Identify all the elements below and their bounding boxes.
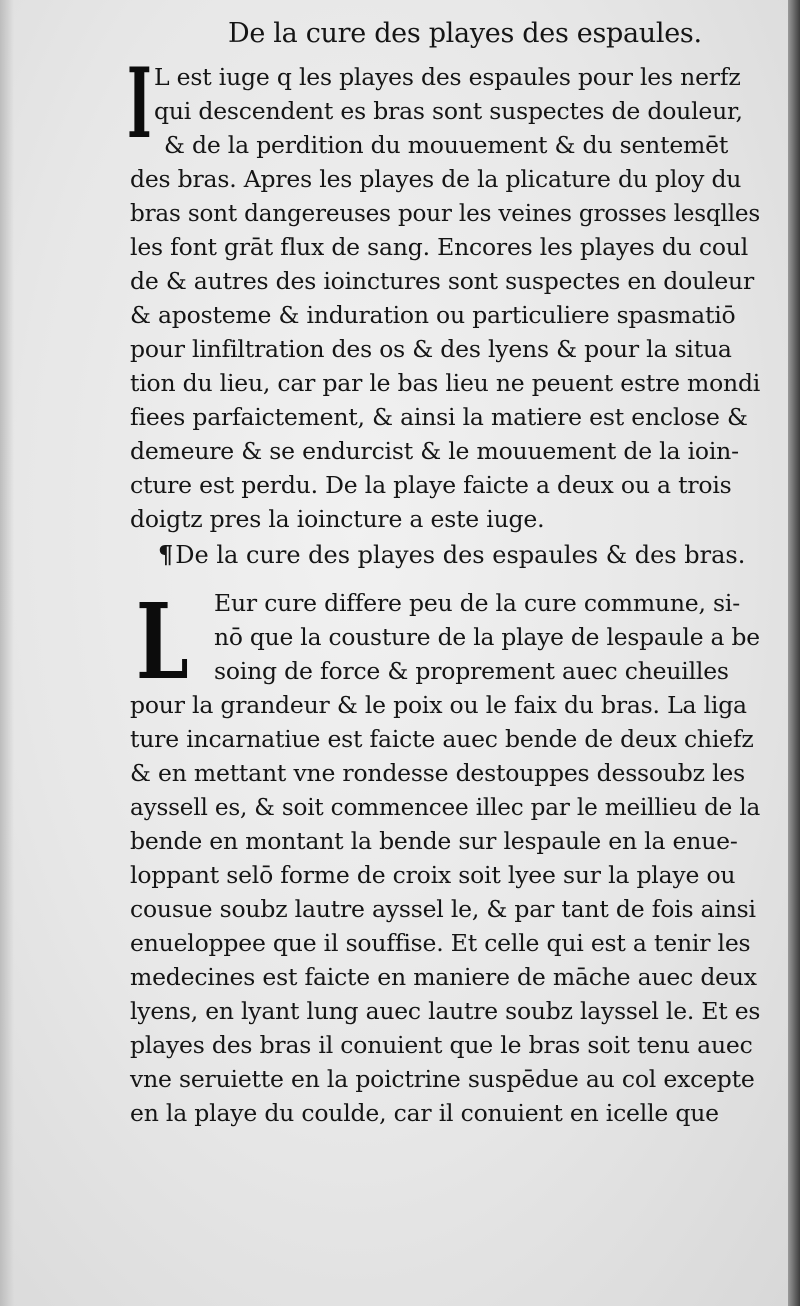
section-1-line: de & autres des ioinctures sont suspectes en douleur (130, 267, 755, 295)
section-2-line: nō que la cousture de la playe de lespaule a be (214, 623, 760, 651)
section-heading-text: De la cure des playes des espaules & des bras. (175, 541, 746, 569)
drop-cap-l: L (136, 580, 189, 703)
section-2-line: loppant selō forme de croix soit lyee sur la playe ou (130, 861, 736, 889)
section-2-line: & en mettant vne rondesse destouppes dessoubz les (130, 759, 745, 787)
section-1-line: L est iuge q les playes des espaules pour les nerfz (154, 63, 741, 91)
section-heading (158, 540, 745, 569)
section-1-line: pour linfiltration des os & des lyens & pour la situa (130, 335, 732, 363)
binding-shadow (0, 0, 14, 1306)
section-1-line: bras sont dangereuses pour les veines grosses lesqlles (130, 199, 761, 227)
section-2-line: ture incarnatiue est faicte auec bende de deux chiefz (130, 725, 754, 753)
section-1-line: doigtz pres la ioincture a este iuge. (130, 505, 545, 533)
section-1-line: cture est perdu. De la playe faicte a deux ou a trois (130, 471, 732, 499)
section-2-line: playes des bras il conuient que le bras soit tenu auec (130, 1031, 753, 1059)
section-2-line: Eur cure differe peu de la cure commune, si- (214, 589, 740, 617)
section-2-line: cousue soubz lautre ayssel le, & par tant de fois ainsi (130, 895, 756, 923)
section-2-line: pour la grandeur & le poix ou le faix du bras. La liga (130, 691, 747, 719)
section-1-line: demeure & se endurcist & le mouuement de la ioin- (130, 437, 739, 465)
section-2-line: medecines est faicte en maniere de māche auec deux (130, 963, 757, 991)
pilcrow-mark: ¶ (158, 540, 174, 569)
section-1-line: & de la perdition du mouuement & du sentemēt (164, 131, 729, 159)
drop-cap-i: I (127, 47, 152, 160)
section-1-line: tion du lieu, car par le bas lieu ne peuent estre mondi (130, 369, 761, 397)
section-2-line: bende en montant la bende sur lespaule en la enue- (130, 827, 738, 855)
section-2-line: enueloppee que il souffise. Et celle qui est a tenir les (130, 929, 751, 957)
section-1-line: & aposteme & induration ou particuliere spasmatiō (130, 301, 736, 329)
section-1-line: des bras. Apres les playes de la plicature du ploy du (130, 165, 742, 193)
section-1-line: les font grāt flux de sang. Encores les playes du coul (130, 233, 749, 261)
running-head: De la cure des playes des espaules. (228, 18, 702, 49)
section-2-line: en la playe du coulde, car il conuient en icelle que (130, 1099, 719, 1127)
section-2-line: ayssell es, & soit commencee illec par le meillieu de la (130, 793, 761, 821)
section-2-line: lyens, en lyant lung auec lautre soubz layssel le. Et es (130, 997, 761, 1025)
section-2-line: vne seruiette en la poictrine suspēdue au col excepte (130, 1065, 755, 1093)
page-edge (788, 0, 800, 1306)
section-1-line: fiees parfaictement, & ainsi la matiere est enclose & (130, 403, 748, 431)
section-1-line: qui descendent es bras sont suspectes de douleur, (154, 97, 743, 125)
section-2-line: soing de force & proprement auec cheuilles (214, 657, 729, 685)
